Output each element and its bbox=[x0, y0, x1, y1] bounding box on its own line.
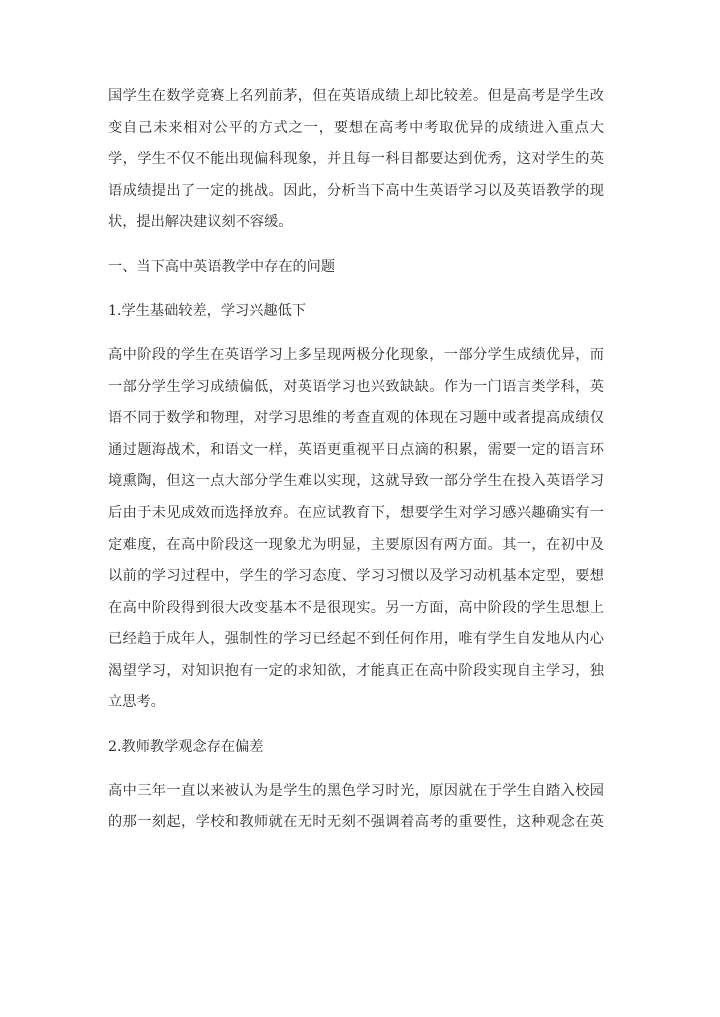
paragraph-line: 的那一刻起，学校和教师就在无时无刻不强调着高考的重要性，这种观念在英 bbox=[108, 814, 604, 831]
subsection-heading-1: 1.学生基础较差，学习兴趣低下 bbox=[108, 302, 306, 319]
paragraph-line: 立思考。 bbox=[108, 694, 165, 711]
paragraph-line: 国学生在数学竞赛上名列前茅，但在英语成绩上却比较差。但是高考是学生改 bbox=[108, 88, 604, 104]
paragraph-line: 高中阶段的学生在英语学习上多呈现两极分化现象，一部分学生成绩优异，而 bbox=[108, 346, 604, 363]
paragraph-line: 后由于未见成效而选择放弃。在应试教育下，想要学生对学习感兴趣确实有一 bbox=[108, 504, 604, 521]
paragraph-spacer bbox=[108, 719, 604, 732]
paragraph-line: 学，学生不仅不能出现偏科现象，并且每一科目都要达到优秀，这对学生的英 bbox=[108, 151, 604, 168]
paragraph-line: 境熏陶，但这一点大部分学生难以实现，这就导致一部分学生在投入英语学习 bbox=[108, 473, 604, 490]
paragraph-line: 语成绩提出了一定的挑战。因此，分析当下高中生英语学习以及英语教学的现 bbox=[108, 182, 604, 199]
paragraph-spacer bbox=[108, 763, 604, 776]
paragraph-line: 变自己未来相对公平的方式之一，要想在高考中考取优异的成绩进入重点大 bbox=[108, 119, 604, 136]
subsection-2-paragraph bbox=[108, 776, 604, 839]
paragraph-line: 高中三年一直以来被认为是学生的黑色学习时光，原因就在于学生自踏入校园 bbox=[108, 782, 604, 799]
paragraph-line: 通过题海战术，和语文一样，英语更重视平日点滴的积累，需要一定的语言环 bbox=[108, 441, 604, 458]
subsection-1-paragraph bbox=[108, 340, 604, 719]
paragraph-spacer bbox=[108, 283, 604, 296]
paragraph-line: 以前的学习过程中，学生的学习态度、学习习惯以及学习动机基本定型，要想 bbox=[108, 568, 604, 585]
paragraph-spacer bbox=[108, 327, 604, 340]
paragraph-line: 语不同于数学和物理，对学习思维的考查直观的体现在习题中或者提高成绩仅 bbox=[108, 410, 604, 427]
subsection-heading-2: 2.教师教学观念存在偏差 bbox=[108, 738, 264, 755]
section-heading: 一、当下高中英语教学中存在的问题 bbox=[108, 258, 336, 275]
paragraph-line: 一部分学生学习成绩偏低，对英语学习也兴致缺缺。作为一门语言类学科，英 bbox=[108, 378, 604, 395]
paragraph-line: 状，提出解决建议刻不容缓。 bbox=[108, 214, 293, 231]
paragraph-line: 已经趋于成年人，强制性的学习已经起不到任何作用，唯有学生自发地从内心 bbox=[108, 631, 604, 648]
paragraph-line: 渴望学习，对知识抱有一定的求知欲，才能真正在高中阶段实现自主学习，独 bbox=[108, 662, 604, 679]
paragraph-line: 在高中阶段得到很大改变基本不是很现实。另一方面，高中阶段的学生思想上 bbox=[108, 599, 604, 616]
document-body bbox=[108, 81, 604, 839]
paragraph-line: 定难度，在高中阶段这一现象尤为明显，主要原因有两方面。其一，在初中及 bbox=[108, 536, 604, 553]
intro-paragraph bbox=[108, 81, 604, 239]
paragraph-spacer bbox=[108, 239, 604, 252]
